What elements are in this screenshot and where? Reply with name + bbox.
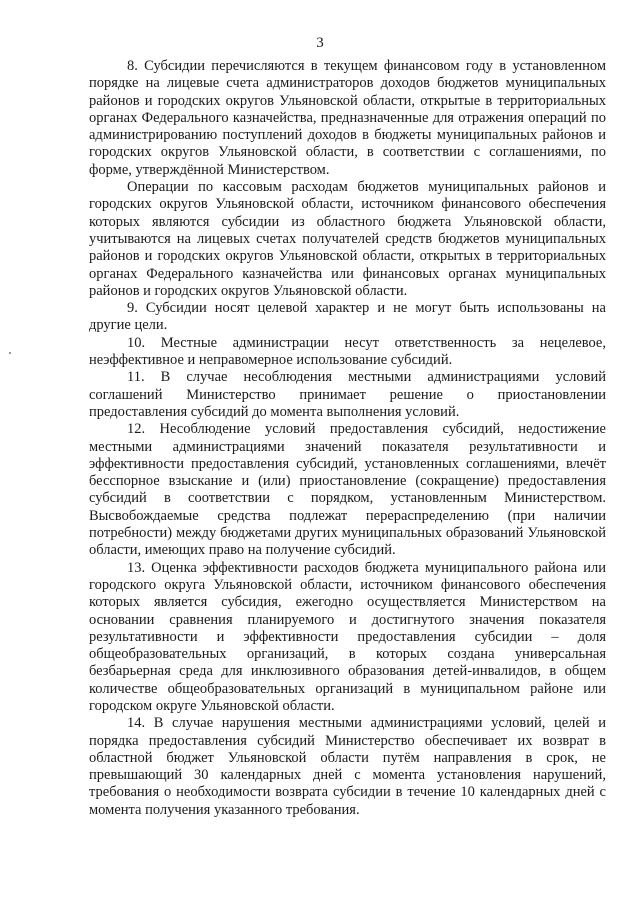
scan-speck [9, 352, 11, 354]
page-number: 3 [316, 35, 324, 51]
paragraph-8-operations: Операции по кассовым расходам бюджетов муниципальных районов и городских округов Ульяновской области, источником финансового обеспечения которых являются субсидии из областного бюджета Ульяновской области, учитываются на лицевых счетах получателей средств бюджетов муниципальных районов и городских округов Ульяновской области, открытых в территориальных органах Федерального казначейства или финансовых органах муниципальных районов и городских округов Ульяновской области. [89, 179, 606, 299]
paragraph-14: 14. В случае нарушения местными администрациями условий, целей и порядка предоставления субсидий Министерство обеспечивает их возврат в областной бюджет Ульяновской области путём направления в срок, не превышающий 30 календарных дней с момента установления нарушений, требования о необходимости возврата субсидии в течение 10 календарных дней с момента получения указанного требования. [89, 715, 606, 818]
paragraph-11: 11. В случае несоблюдения местными администрациями условий соглашений Министерство принимает решение о приостановлении предоставления субсидий до момента выполнения условий. [89, 369, 606, 420]
document-body [89, 58, 606, 819]
paragraph-13: 13. Оценка эффективности расходов бюджета муниципального района или городского округа Ульяновской области, источником финансового обеспечения которых является субсидия, ежегодно осуществляется Министерством на основании сравнения планируемого и достигнутого значения показателя результативности и эффективности предоставления субсидии – доля общеобразовательных организаций, в которых создана универсальная безбарьерная среда для инклюзивного образования детей-инвалидов, в общем количестве общеобразовательных организаций в муниципальном районе или городском округе Ульяновской области. [89, 559, 606, 714]
paragraph-9: 9. Субсидии носят целевой характер и не могут быть использованы на другие цели. [89, 300, 606, 334]
paragraph-10: 10. Местные администрации несут ответственность за нецелевое, неэффективное и неправомерное использование субсидий. [89, 334, 606, 369]
paragraph-12: 12. Несоблюдение условий предоставления субсидий, недостижение местными администрациями значений показателя результативности и эффективности предоставления субсидий, установленных соглашениями, влечёт бесспорное взыскание и (или) приостановление (сокращение) предоставления субсидий в соответствии с порядком, установленным Министерством. Высвобождаемые средства подлежат перераспределению (при наличии потребности) между бюджетами других муниципальных образований Ульяновской области, имеющих право на получение субсидий. [89, 421, 606, 559]
paragraph-8: 8. Субсидии перечисляются в текущем финансовом году в установленном порядке на лицевые счета администраторов доходов бюджетов муниципальных районов и городских округов Ульяновской области, открытые в территориальных органах Федерального казначейства, предназначенные для отражения операций по администрированию поступлений доходов в бюджеты муниципальных районов и городских округов Ульяновской области, в соответствии с соглашениями, по форме, утверждённой Министерством. [89, 58, 606, 178]
